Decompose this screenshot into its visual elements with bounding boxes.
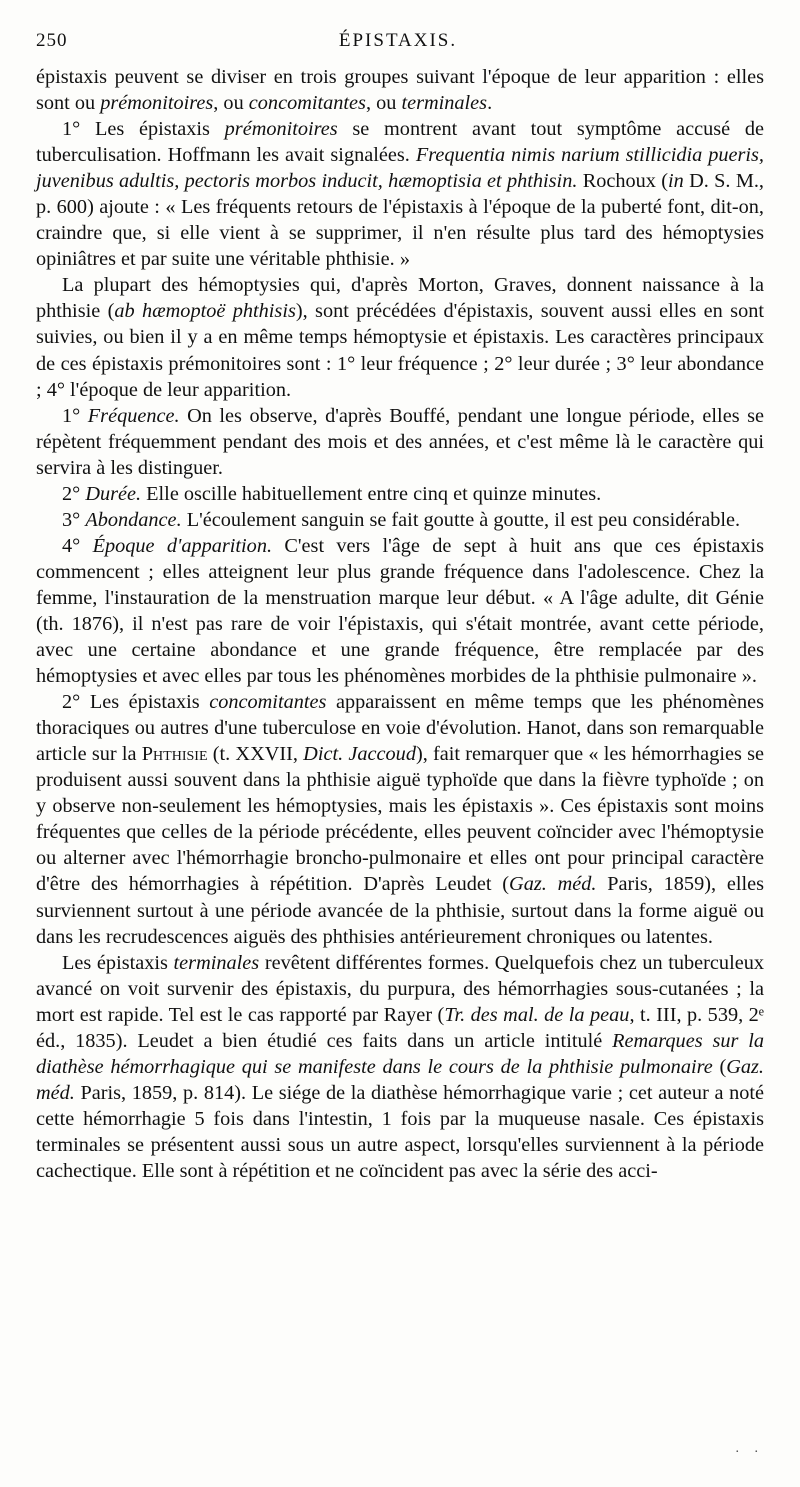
paragraph-p9 <box>36 950 764 1184</box>
text-run: Paris, 1859, p. 814). Le siége de la diathèse hémorrhagique varie ; cet auteur a noté cette hémorrhagie 5 fois dans l'intestin, 1 fois par la muqueuse nasale. Ces épistaxis terminales se présentent aussi sous un autre aspect, lorsqu'elles surviennent à la période cachectique. Elle sont à répétition et ne coïncident pas avec la série des acci- <box>36 1081 764 1182</box>
text-run: Les épistaxis <box>62 951 174 974</box>
text-run: On les observe, d'après Bouffé, pendant une longue période, elles se répètent fréquemment pendant des mois et des années, et c'est même là le caractère qui servira à les distinguer. <box>36 404 764 479</box>
italic-text: terminales <box>401 92 488 115</box>
italic-text: prémonitoires <box>100 92 214 115</box>
text-run: (t. XXVII, <box>207 743 304 766</box>
text-run: , ou <box>213 92 249 115</box>
page-number: 250 <box>36 30 68 51</box>
text-run: Elle oscille habituellement entre cinq et quinze minutes. <box>141 482 602 505</box>
italic-text: Fréquence. <box>87 404 180 427</box>
running-title: ÉPISTAXIS. <box>338 30 458 51</box>
paragraph-p2 <box>36 116 764 272</box>
italic-text: terminales <box>173 951 260 974</box>
page-body <box>36 64 764 1184</box>
text-run: 4° <box>62 534 93 557</box>
text-run: Paris, 1859), elles surviennent surtout à une période avancée de la phthisie, surtout dans la forme aiguë ou dans les recrudescences aiguës des phthisies antérieurement chroniques ou latentes. <box>36 873 764 948</box>
italic-text: ab hæmoptoë phthisis <box>114 300 296 323</box>
italic-text: Dict. Jaccoud <box>303 743 416 766</box>
paragraph-p5 <box>36 481 764 507</box>
text-run: se montrent avant tout symptôme accusé de tuberculisation. Hoffmann les avait signalées. <box>36 118 764 167</box>
italic-text: Frequentia nimis narium stillicidia pueris, juvenibus adultis, pectoris morbos inducit, hæmoptisia et phthisin. <box>36 144 764 193</box>
paragraph-p6 <box>36 507 764 533</box>
paragraph-p3 <box>36 272 764 402</box>
paragraph-p7 <box>36 533 764 689</box>
italic-text: Tr. des mal. de la peau <box>444 1003 630 1026</box>
paragraph-p1 <box>36 64 764 116</box>
italic-text: prémonitoires <box>224 118 338 141</box>
italic-text: Gaz. méd. <box>36 1055 764 1104</box>
italic-text: in <box>668 170 684 193</box>
small-caps-text: Phthisie <box>141 743 208 766</box>
bottom-dots: . . <box>735 1441 764 1456</box>
text-run: 1° Les épistaxis <box>62 118 225 141</box>
text-run: ), sont précédées d'épistaxis, souvent aussi elles en sont suivies, ou bien il y a en même temps hémoptysie et épistaxis. Les caractères principaux de ces épistaxis prémonitoires sont : 1° leur fréquence ; 2° leur durée ; 3° leur abondance ; 4° l'époque de leur apparition. <box>36 300 764 401</box>
italic-text: Durée. <box>85 482 142 505</box>
italic-text: Abondance. <box>85 508 182 531</box>
page-header <box>36 30 760 60</box>
text-run: , ou <box>365 92 402 115</box>
paragraph-p8 <box>36 689 764 949</box>
italic-text: concomitantes <box>248 92 366 115</box>
paragraph-p4 <box>36 403 764 481</box>
text-run: revêtent différentes formes. Quelquefois chez un tuberculeux avancé on voit survenir des épistaxis, du purpura, des hémorrhagies sous-cutanées ; la mort est rapide. Tel est le cas rapporté par Rayer ( <box>36 951 764 1026</box>
text-run: 1° <box>62 404 88 427</box>
text-run: . <box>487 92 493 115</box>
text-run: La plupart des hémoptysies qui, d'après Morton, Graves, donnent naissance à la phthisie ( <box>36 274 764 323</box>
text-run: ), fait remarquer que « les hémorrhagies se produisent aussi souvent dans la phthisie aiguë typhoïde que dans la fièvre typhoïde ; on y observe non-seulement les hémoptysies, mais les épistaxis ». Ces épistaxis sont moins fréquentes que celles de la période précédente, elles peuvent coïncider avec l'hémoptysie ou alterner avec l'hémorrhagie broncho-pulmonaire et elles ont pour principal caractère d'être des hémorrhagies à répétition. D'après Leudet ( <box>36 743 764 896</box>
italic-text: Gaz. méd. <box>509 873 597 896</box>
text-run: D. S. M., p. 600) ajoute : « Les fréquents retours de l'épistaxis à l'époque de la puberté font, dit-on, craindre que, si elle vient à se supprimer, il n'en résulte plus tard des hémoptysies opiniâtres et par suite une véritable phthisie. » <box>36 170 764 271</box>
text-run: 3° <box>62 508 86 531</box>
text-run: épistaxis peuvent se diviser en trois groupes suivant l'époque de leur apparition : elles sont ou <box>36 66 764 115</box>
text-run: 2° <box>62 482 86 505</box>
text-run: apparaissent en même temps que les phénomènes thoraciques ou autres d'une tuberculose en voie d'évolution. Hanot, dans son remarquable article sur la <box>36 691 764 766</box>
italic-text: Époque d'apparition. <box>92 534 273 557</box>
text-run: 2° Les épistaxis <box>62 691 210 714</box>
text-run: L'écoulement sanguin se fait goutte à goutte, il est peu considérable. <box>181 508 741 531</box>
text-run: C'est vers l'âge de sept à huit ans que ces épistaxis commencent ; elles atteignent leur plus grande fréquence dans l'adolescence. Chez la femme, l'instauration de la menstruation marque leur début. « A l'âge adulte, dit Génie (th. 1876), il n'est pas rare de voir l'épistaxis, qui s'était montrée, avant cette période, avec une certaine abondance et une grande fréquence, être remplacée par des hémoptysies et avec elles par tous les phénomènes morbides de la phthisie pulmonaire ». <box>36 534 765 688</box>
text-run: Rochoux ( <box>577 170 669 193</box>
italic-text: concomitantes <box>209 691 327 714</box>
text-run: , t. III, p. 539, 2ᵉ éd., 1835). Leudet a bien étudié ces faits dans un article intitulé <box>36 1003 764 1052</box>
italic-text: Remarques sur la diathèse hémorrhagique qui se manifeste dans le cours de la phthisie pulmonaire <box>36 1029 764 1078</box>
text-run: ( <box>712 1055 727 1078</box>
